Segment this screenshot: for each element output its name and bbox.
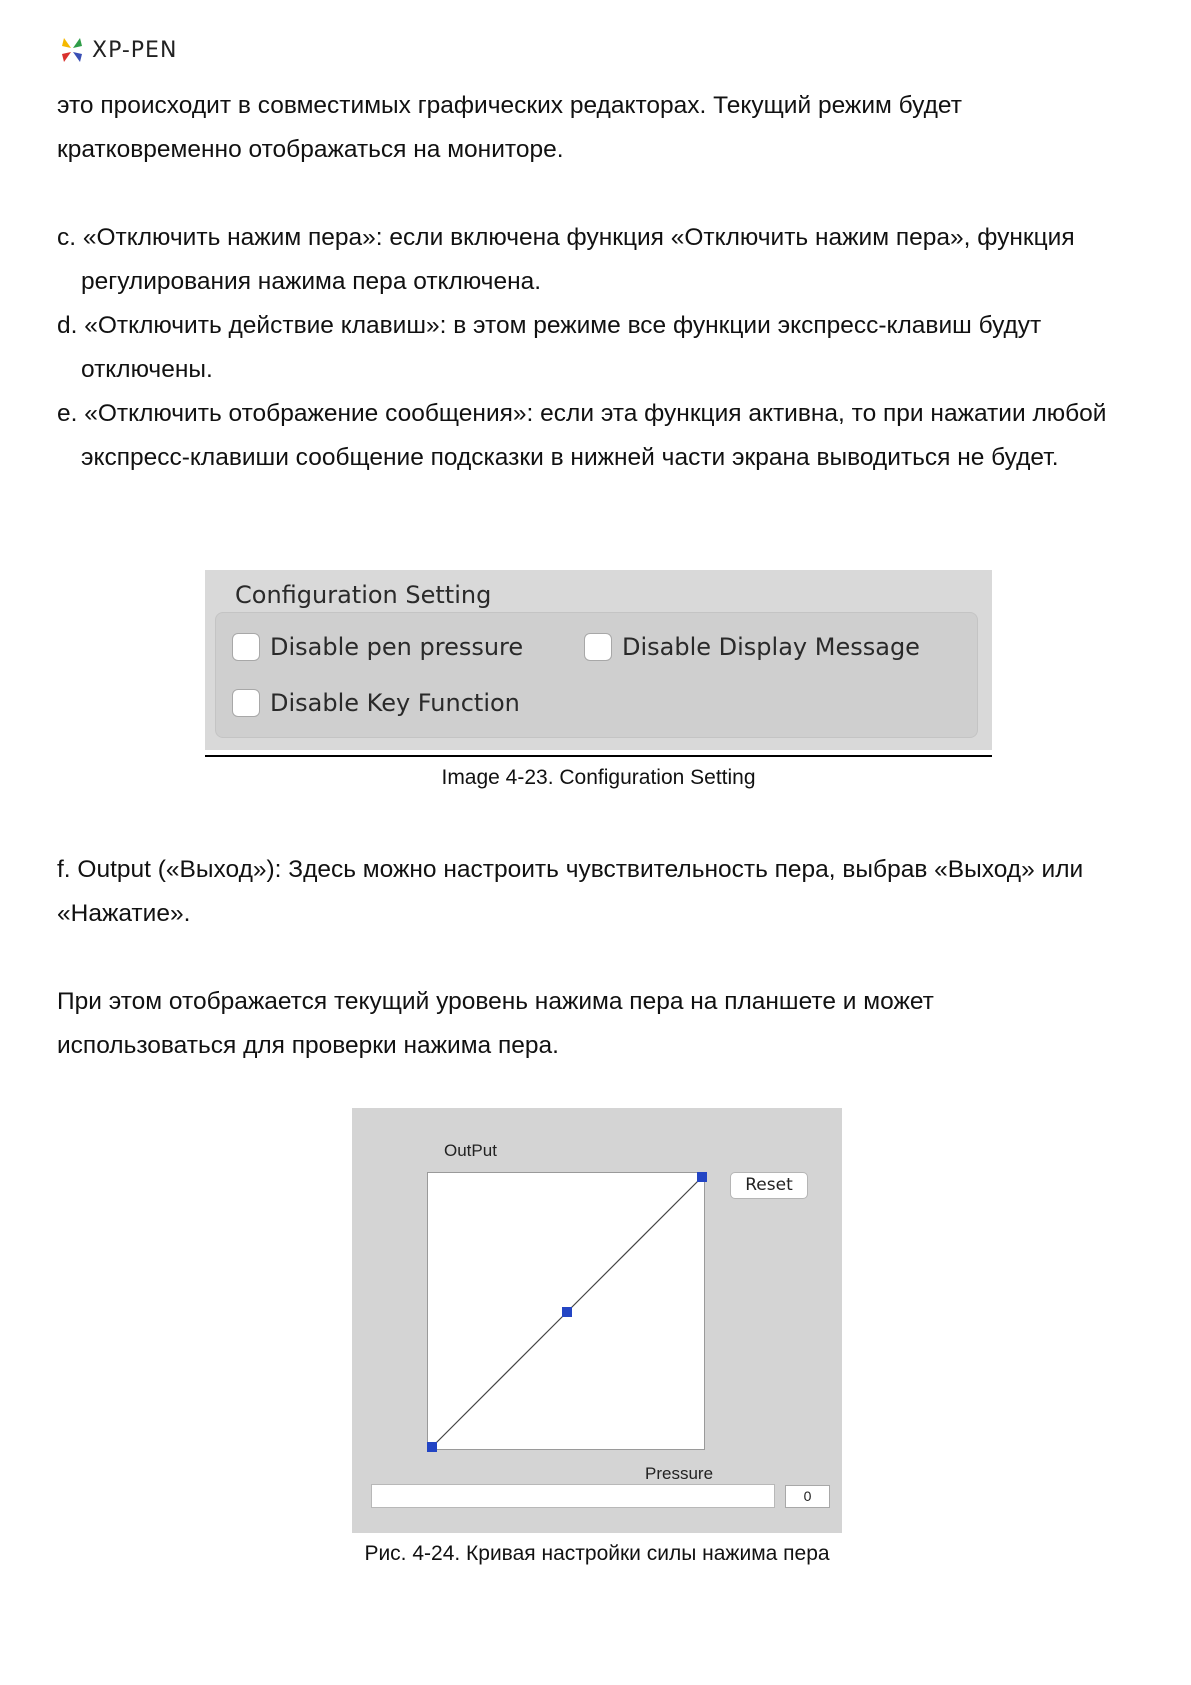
pressure-line-2: использоваться для проверки нажима пера. — [57, 1032, 559, 1059]
pressure-curve-svg — [428, 1173, 706, 1451]
brand-name: XP-PEN — [92, 37, 178, 63]
disable-key-function-checkbox[interactable] — [232, 689, 520, 717]
pressure-curve-plot[interactable] — [427, 1172, 705, 1450]
list-item-e: e. «Отключить отображение сообщения»: если эта функция активна, то при нажатии любой экспресс-клавиши сообщение подсказки в нижней части экрана выводиться не будет. — [57, 400, 1107, 471]
figure-divider — [205, 755, 992, 757]
figure-caption-4-23: Image 4-23. Configuration Setting — [441, 766, 756, 789]
pressure-value-field: 0 — [785, 1485, 830, 1508]
pressure-label: Pressure — [645, 1464, 714, 1483]
configuration-setting-panel — [205, 570, 992, 750]
disable-pen-pressure-checkbox[interactable] — [232, 633, 523, 661]
output-line-2: «Нажатие». — [57, 900, 191, 927]
xp-pen-logo — [56, 32, 177, 68]
curve-control-point[interactable] — [697, 1172, 707, 1182]
logo-green-petal — [73, 38, 82, 48]
checkbox-square[interactable] — [584, 633, 612, 661]
configuration-setting-title: Configuration Setting — [235, 581, 492, 609]
checkbox-label: Disable Display Message — [622, 633, 920, 661]
intro-line-2: кратковременно отображаться на мониторе. — [57, 136, 564, 163]
pressure-curve-panel — [352, 1108, 842, 1533]
checkbox-label: Disable pen pressure — [270, 633, 524, 661]
list-item-c: c. «Отключить нажим пера»: если включена функция «Отключить нажим пера», функция регулирования нажима пера отключена. — [57, 224, 1075, 295]
output-label: OutPut — [444, 1141, 497, 1160]
logo-yellow-petal — [62, 38, 71, 48]
disable-display-message-checkbox[interactable] — [584, 633, 920, 661]
reset-button[interactable]: Reset — [730, 1172, 808, 1199]
intro-line-1: это происходит в совместимых графических редакторах. Текущий режим будет — [57, 92, 962, 119]
list-item-d: d. «Отключить действие клавиш»: в этом режиме все функции экспресс-клавиш будут отключены. — [57, 312, 1042, 383]
checkbox-square[interactable] — [232, 633, 260, 661]
pressure-level-bar — [371, 1484, 775, 1508]
configuration-options-group — [215, 612, 978, 738]
checkbox-label: Disable Key Function — [270, 689, 520, 717]
xp-pen-logo-icon — [56, 32, 88, 68]
curve-control-point[interactable] — [427, 1442, 437, 1452]
figure-caption-4-24: Рис. 4-24. Кривая настройки силы нажима пера — [364, 1542, 830, 1565]
pressure-line-1: При этом отображается текущий уровень нажима пера на планшете и может — [57, 988, 934, 1015]
curve-control-point[interactable] — [562, 1307, 572, 1317]
checkbox-square[interactable] — [232, 689, 260, 717]
logo-red-petal — [62, 52, 71, 62]
logo-blue-petal — [73, 52, 82, 62]
output-line-1: f. Output («Выход»): Здесь можно настроить чувствительность пера, выбрав «Выход» или — [57, 856, 1084, 883]
